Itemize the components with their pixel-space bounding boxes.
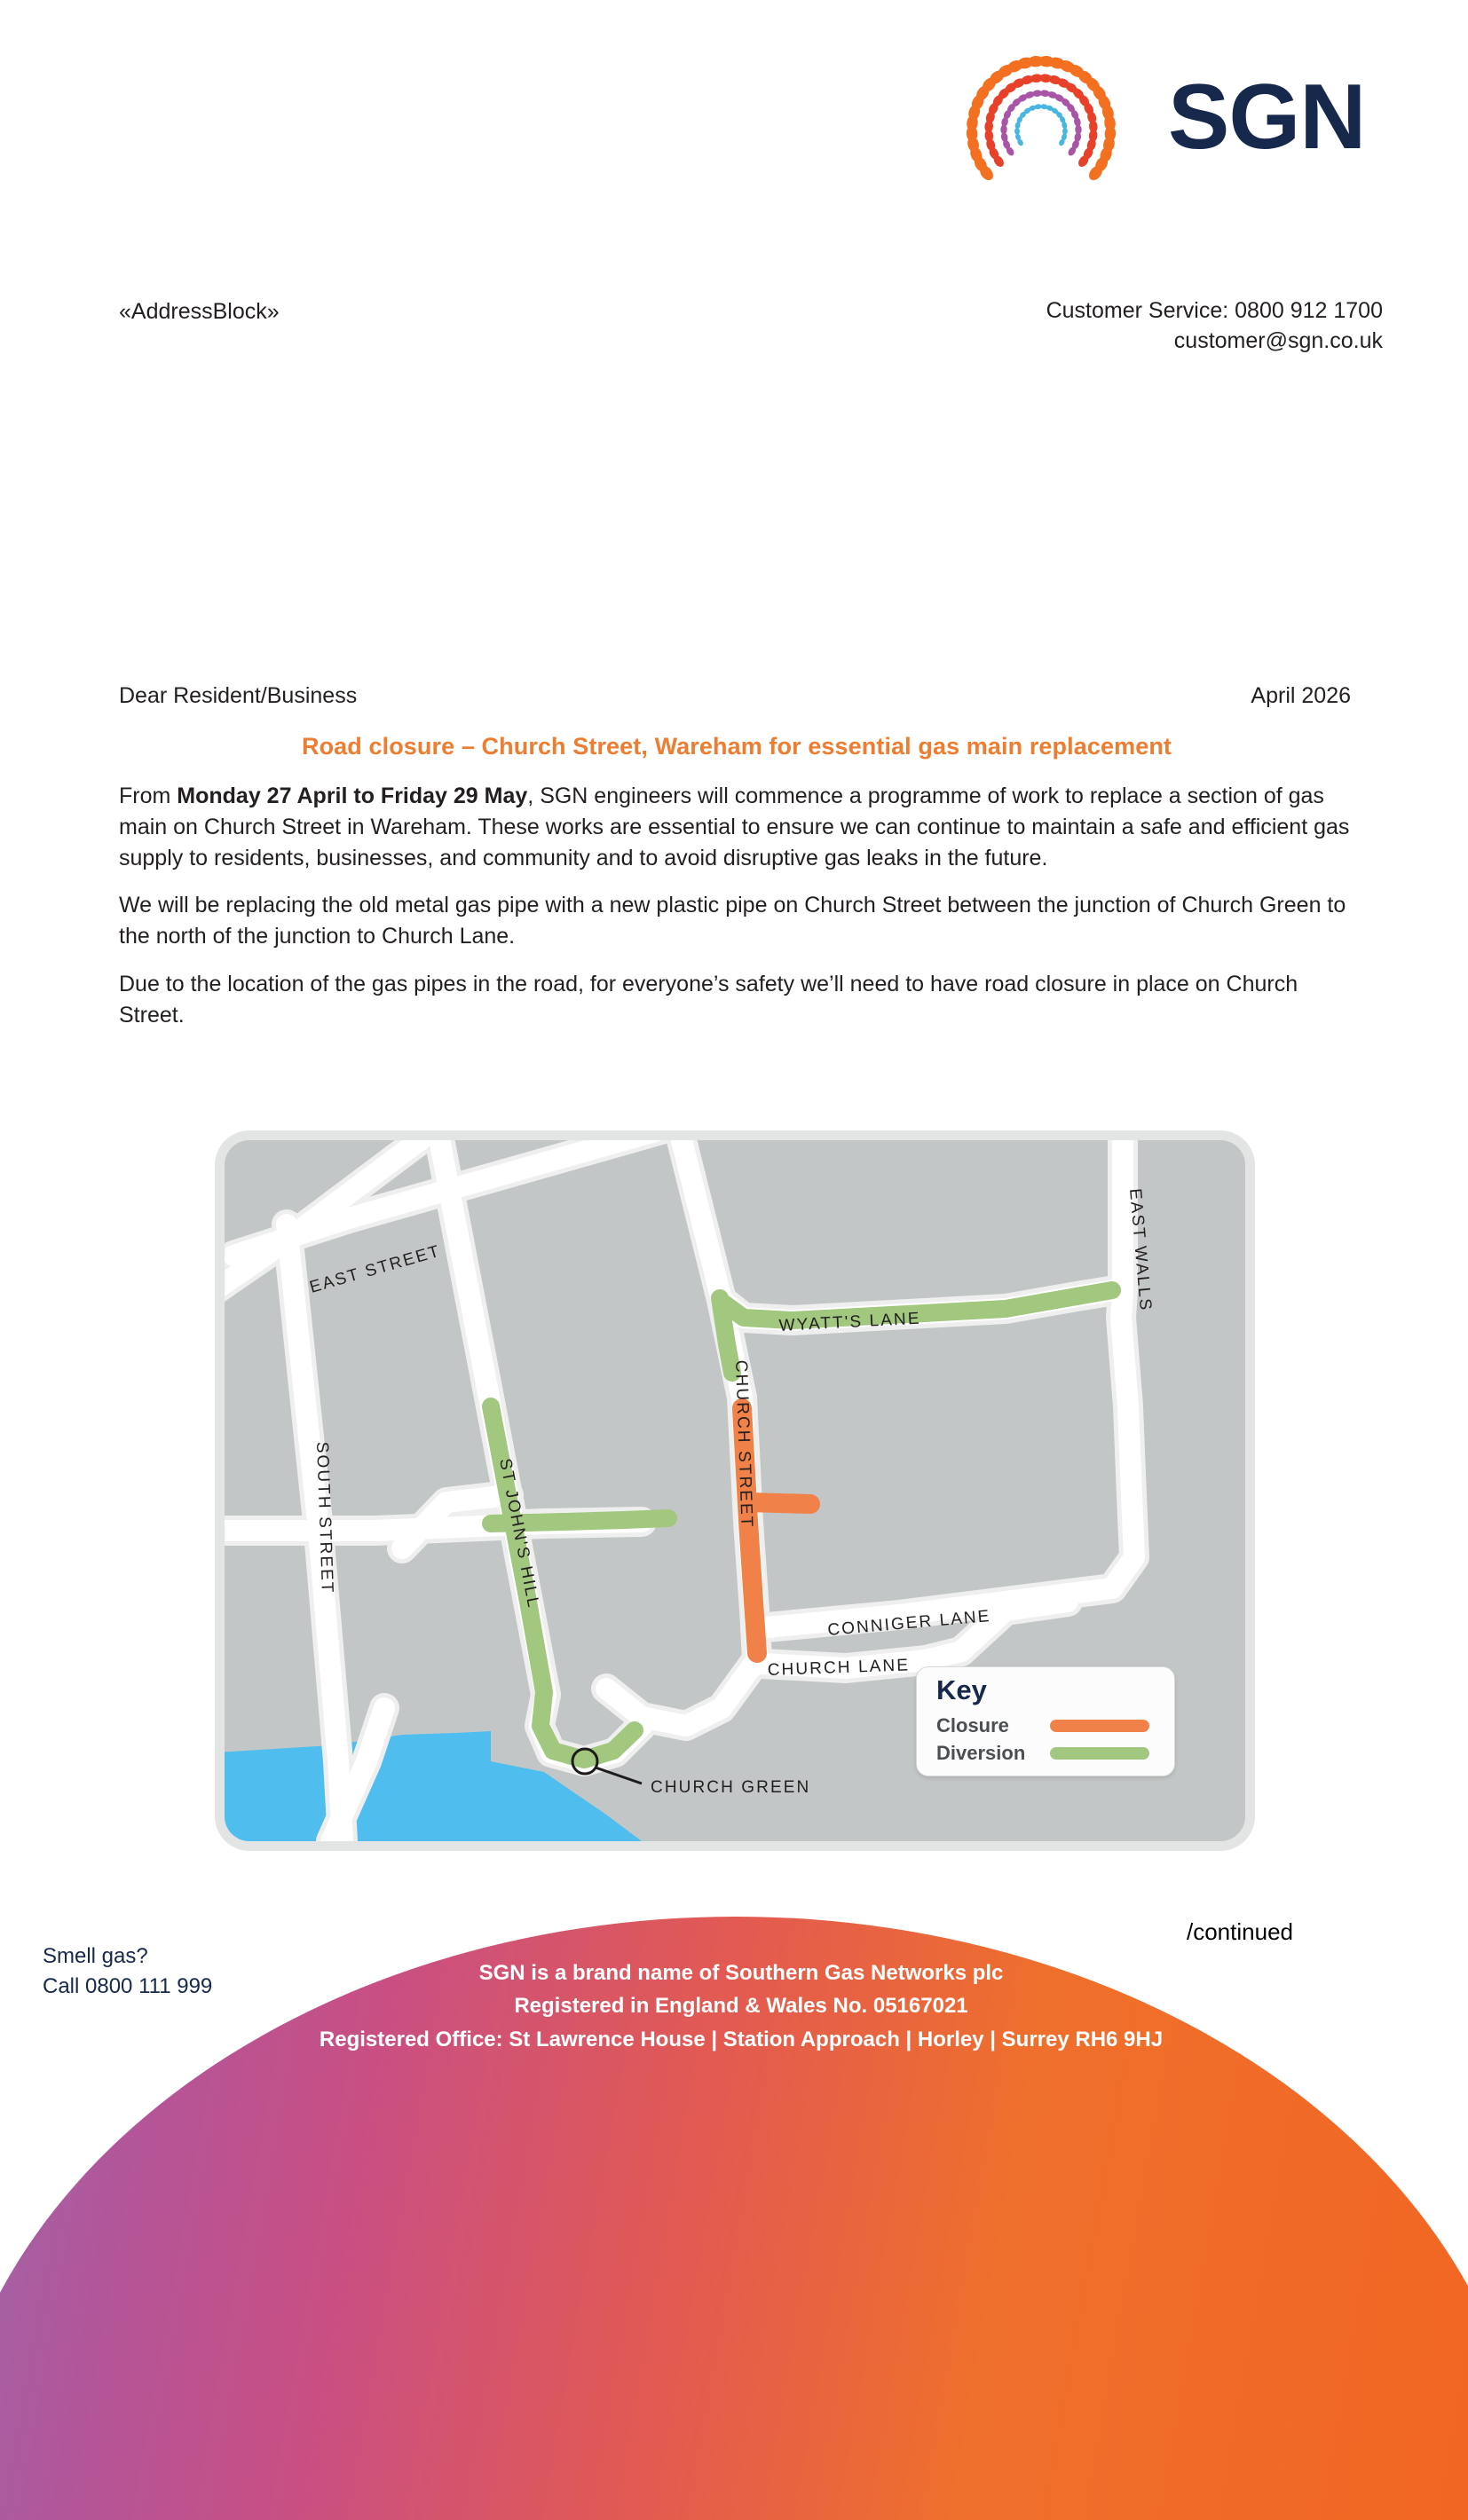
continued-marker: /continued	[1187, 1918, 1293, 1945]
body-paragraph	[119, 969, 1353, 1031]
letter-date: April 2026	[1251, 683, 1351, 708]
diversion-church-street-top	[720, 1298, 732, 1373]
sgn-wordmark: SGN	[1168, 66, 1366, 169]
map-label-st-johns-hill: ST JOHN'S HILL	[495, 1456, 543, 1610]
river-water-east	[491, 1761, 642, 1841]
map-key	[916, 1666, 1175, 1776]
body-text-emphasis: Monday 27 April to Friday 29 May	[177, 784, 528, 808]
map-key-item-diversion	[936, 1742, 1158, 1765]
map-label-church-street: CHURCH STREET	[731, 1359, 756, 1529]
road-east-walls	[757, 1140, 1134, 1628]
smell-gas-question: Smell gas?	[43, 1944, 148, 1968]
map-label-wyatts-lane: WYATT'S LANE	[778, 1309, 922, 1335]
church-green-leader-line	[596, 1768, 642, 1784]
body-text: Due to the location of the gas pipes in the road, for everyone’s safety we’ll need to have road closure in place on Church Street.	[119, 971, 1298, 1028]
map-label-south-street: SOUTH STREET	[312, 1441, 336, 1595]
map-key-title: Key	[936, 1674, 987, 1705]
map-key-label-closure: Closure	[936, 1714, 1009, 1736]
customer-service-phone: Customer Service: 0800 912 1700	[1046, 298, 1383, 323]
map-label-church-lane: CHURCH LANE	[767, 1656, 911, 1680]
smell-gas-phone: Call 0800 111 999	[43, 1973, 213, 1998]
map-key-item-closure	[936, 1714, 1158, 1737]
map-label-east-walls: EAST WALLS	[1125, 1187, 1156, 1313]
body-text: , SGN engineers will commence a programme of work to replace a section of gas main on Church Street in Wareham. These works are essential to ensure we can continue to maintain a safe and efficient gas supply to residents, businesses, and community and to avoid disruptive gas leaks in the future.	[119, 784, 1350, 870]
body-text: From	[119, 784, 178, 808]
body-text: We will be replacing the old metal gas pipe with a new plastic pipe on Church Street between the junction of Church Green to the north of the junction to Church Lane.	[119, 893, 1346, 949]
map-label-conniger-lane: CONNIGER LANE	[826, 1606, 992, 1640]
body-paragraph	[119, 890, 1353, 952]
map-label-east-street: EAST STREET	[307, 1241, 444, 1297]
address-block-placeholder: «AddressBlock»	[119, 299, 280, 324]
salutation: Dear Resident/Business	[119, 683, 358, 708]
contact-details	[1046, 296, 1383, 356]
footer-legal-text	[249, 1957, 1234, 2056]
customer-service-email: customer@sgn.co.uk	[1173, 327, 1383, 353]
body-paragraph	[119, 781, 1353, 873]
map-key-swatch-closure	[1050, 1720, 1149, 1732]
footer-legal-line-3: Registered Office: St Lawrence House | Station Approach | Horley | Surrey RH6 9HJ	[319, 2027, 1164, 2051]
sgn-concentric-dots-logo-icon	[957, 46, 1125, 215]
smell-gas-emergency-contact	[43, 1941, 212, 2001]
sgn-logo	[957, 46, 1374, 197]
salutation-row	[119, 683, 1351, 709]
map-label-church-green: CHURCH GREEN	[651, 1778, 811, 1797]
map-key-label-diversion: Diversion	[936, 1742, 1026, 1764]
page-title: Road closure – Church Street, Wareham for essential gas main replacement	[301, 733, 1172, 760]
footer-legal-line-1: SGN is a brand name of Southern Gas Networks plc	[478, 1961, 1004, 1985]
letter-body	[119, 781, 1353, 1047]
closure-church-lane-stub	[748, 1502, 810, 1504]
footer-legal-line-2: Registered in England & Wales No. 05167021	[514, 1994, 968, 2019]
map-key-swatch-diversion	[1050, 1747, 1149, 1760]
